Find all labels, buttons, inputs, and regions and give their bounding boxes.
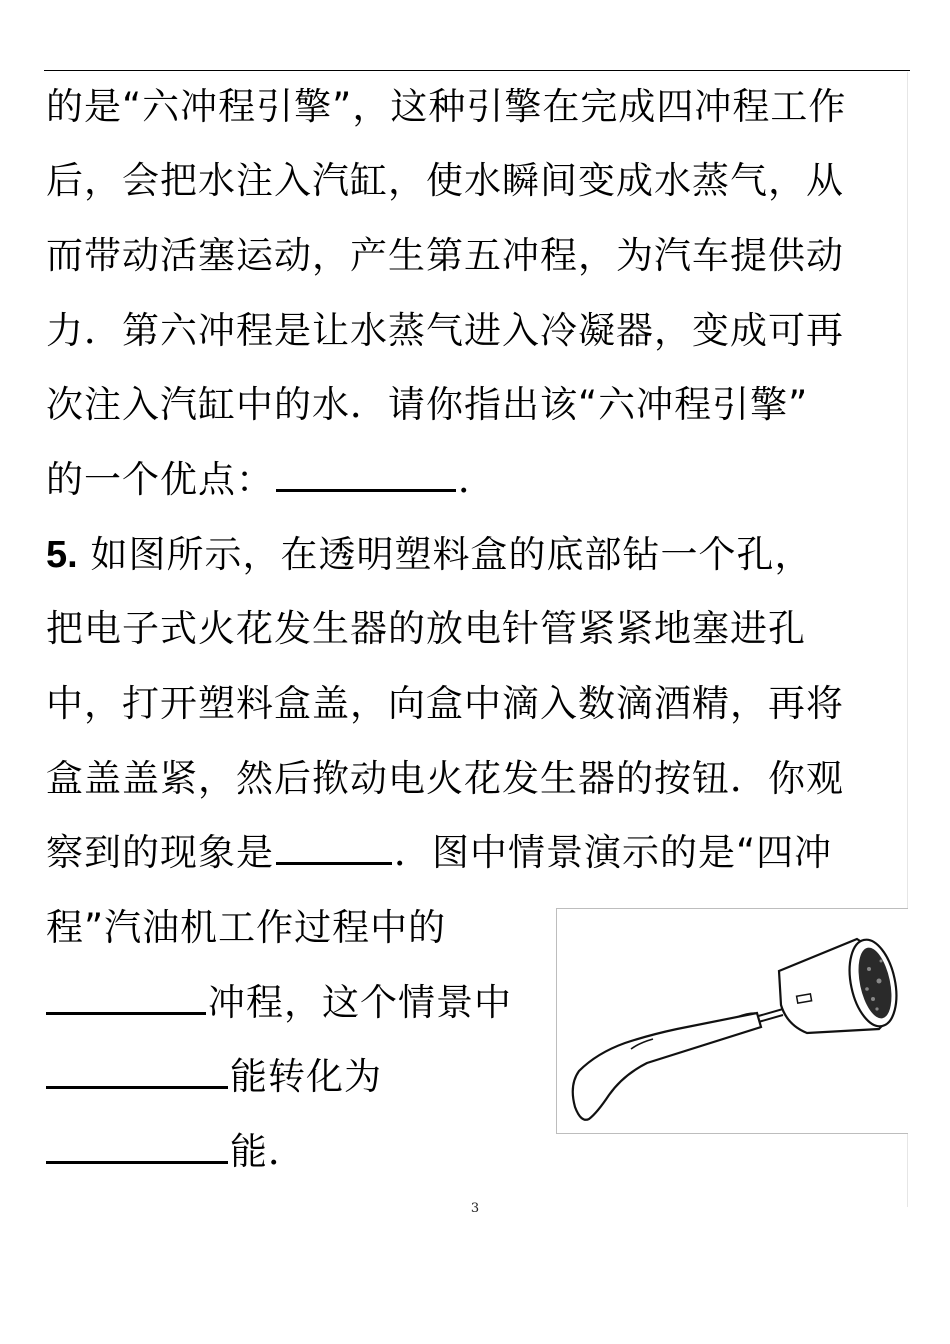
q5-line-5-suffix: ．图中情景演示的是“四冲	[394, 831, 833, 874]
answer-blank-phenomenon[interactable]	[276, 830, 392, 865]
question-number: 5.	[46, 534, 78, 576]
answer-blank-energy-from[interactable]	[46, 1054, 228, 1089]
q5-line-7-suffix: 冲程，这个情景中	[208, 981, 512, 1024]
q4-line-1: 的是“六冲程引擎”，这种引擎在完成四冲程工作	[46, 85, 847, 128]
q5-line-5	[46, 830, 832, 876]
q4-line-6-suffix: ．	[458, 458, 496, 501]
top-rule	[44, 70, 910, 71]
q5-line-1	[46, 532, 812, 578]
spark-generator-figure	[556, 908, 908, 1134]
spark-generator-illustration	[557, 909, 909, 1135]
q5-line-5-prefix: 察到的现象是	[46, 831, 274, 874]
answer-blank-energy-to[interactable]	[46, 1129, 228, 1164]
q4-line-3: 而带动活塞运动，产生第五冲程，为汽车提供动	[46, 234, 844, 277]
q5-line-9	[46, 1129, 306, 1175]
q5-line-8-suffix: 能转化为	[230, 1055, 382, 1098]
q5-line-7	[46, 980, 512, 1026]
q5-line-9-suffix: 能．	[230, 1130, 306, 1173]
q4-line-6	[46, 457, 496, 503]
q5-line-1-text: 如图所示，在透明塑料盒的底部钻一个孔，	[90, 533, 813, 576]
q5-line-4: 盒盖盖紧，然后揿动电火花发生器的按钮．你观	[46, 757, 844, 800]
q5-line-8	[46, 1054, 382, 1100]
q5-line-3: 中，打开塑料盒盖，向盒中滴入数滴酒精，再将	[46, 682, 844, 725]
answer-blank-advantage[interactable]	[276, 457, 456, 492]
page-number: 3	[470, 1201, 480, 1216]
q4-line-2: 后，会把水注入汽缸，使水瞬间变成水蒸气，从	[46, 159, 844, 202]
q5-line-2: 把电子式火花发生器的放电针管紧紧地塞进孔	[46, 607, 806, 650]
q4-line-5: 次注入汽缸中的水．请你指出该“六冲程引擎”	[46, 383, 809, 426]
q5-line-6: 程”汽油机工作过程中的	[46, 906, 447, 949]
q4-line-4: 力．第六冲程是让水蒸气进入冷凝器，变成可再	[46, 309, 844, 352]
q4-line-6-prefix: 的一个优点：	[46, 458, 274, 501]
answer-blank-stroke[interactable]	[46, 980, 206, 1015]
